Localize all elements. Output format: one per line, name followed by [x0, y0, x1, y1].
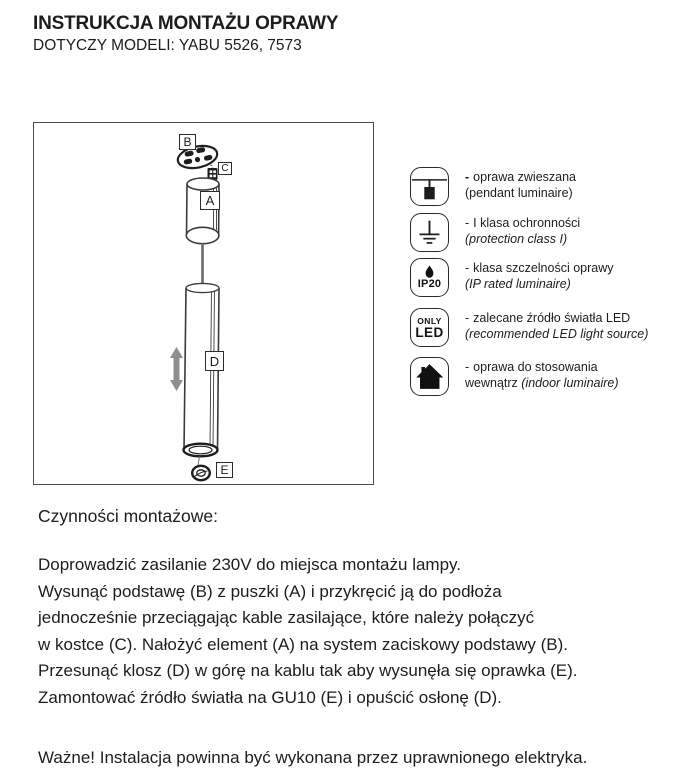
- label-e: E: [216, 462, 233, 478]
- label-d: D: [205, 351, 224, 371]
- lamp-socket: [192, 466, 210, 480]
- legend-caption: - I klasa ochronności (protection class I): [465, 216, 581, 246]
- up-down-arrow-icon: [170, 347, 183, 391]
- legend-caption: - klasa szczelności oprawy (IP rated luminaire): [465, 261, 614, 291]
- indoor-luminaire-icon: [410, 357, 449, 396]
- pendant-luminaire-icon: [410, 167, 449, 206]
- lamp-diagram: [33, 122, 374, 485]
- label-b: B: [179, 134, 196, 150]
- warning-note: Ważne! Instalacja powinna być wykonana przez uprawnionego elektryka.: [38, 748, 588, 767]
- ip20-icon: IP20: [410, 258, 449, 297]
- legend-caption: - oprawa do stosowania wewnątrz (indoor luminaire): [465, 360, 619, 390]
- label-c: C: [218, 162, 232, 175]
- legend-caption: - zalecane źródło światła LED (recommended LED light source): [465, 311, 649, 341]
- instructions-steps: Doprowadzić zasilanie 230V do miejsca montażu lampy. Wysunąć podstawę (B) z puszki (A) i przykręcić ją do podłoża jednocześnie przeciągając kable zasilające, które należy połączyć w kostce (C). Nałożyć element (A) na system zaciskowy podstawy (B). Przesunąć klosz (D) w górę na kablu tak aby wysunęła się oprawka (E). Zamontować źródło światła na GU10 (E) i opuścić osłonę (D).: [38, 555, 578, 707]
- canopy: [186, 178, 219, 244]
- page-subtitle: DOTYCZY MODELI: YABU 5526, 7573: [33, 37, 302, 54]
- pendant-lamp-drawing: [34, 123, 372, 483]
- only-led-icon: ONLY LED: [410, 308, 449, 347]
- droplet-icon: [424, 265, 435, 279]
- legend-caption: - oprawa zwieszana (pendant luminaire): [465, 170, 577, 200]
- page-title: INSTRUKCJA MONTAŻU OPRAWY: [33, 13, 339, 34]
- label-a: A: [200, 191, 220, 210]
- protection-class-icon: [410, 213, 449, 252]
- socket-wire: [198, 457, 200, 466]
- instructions-heading: Czynności montażowe:: [38, 506, 218, 526]
